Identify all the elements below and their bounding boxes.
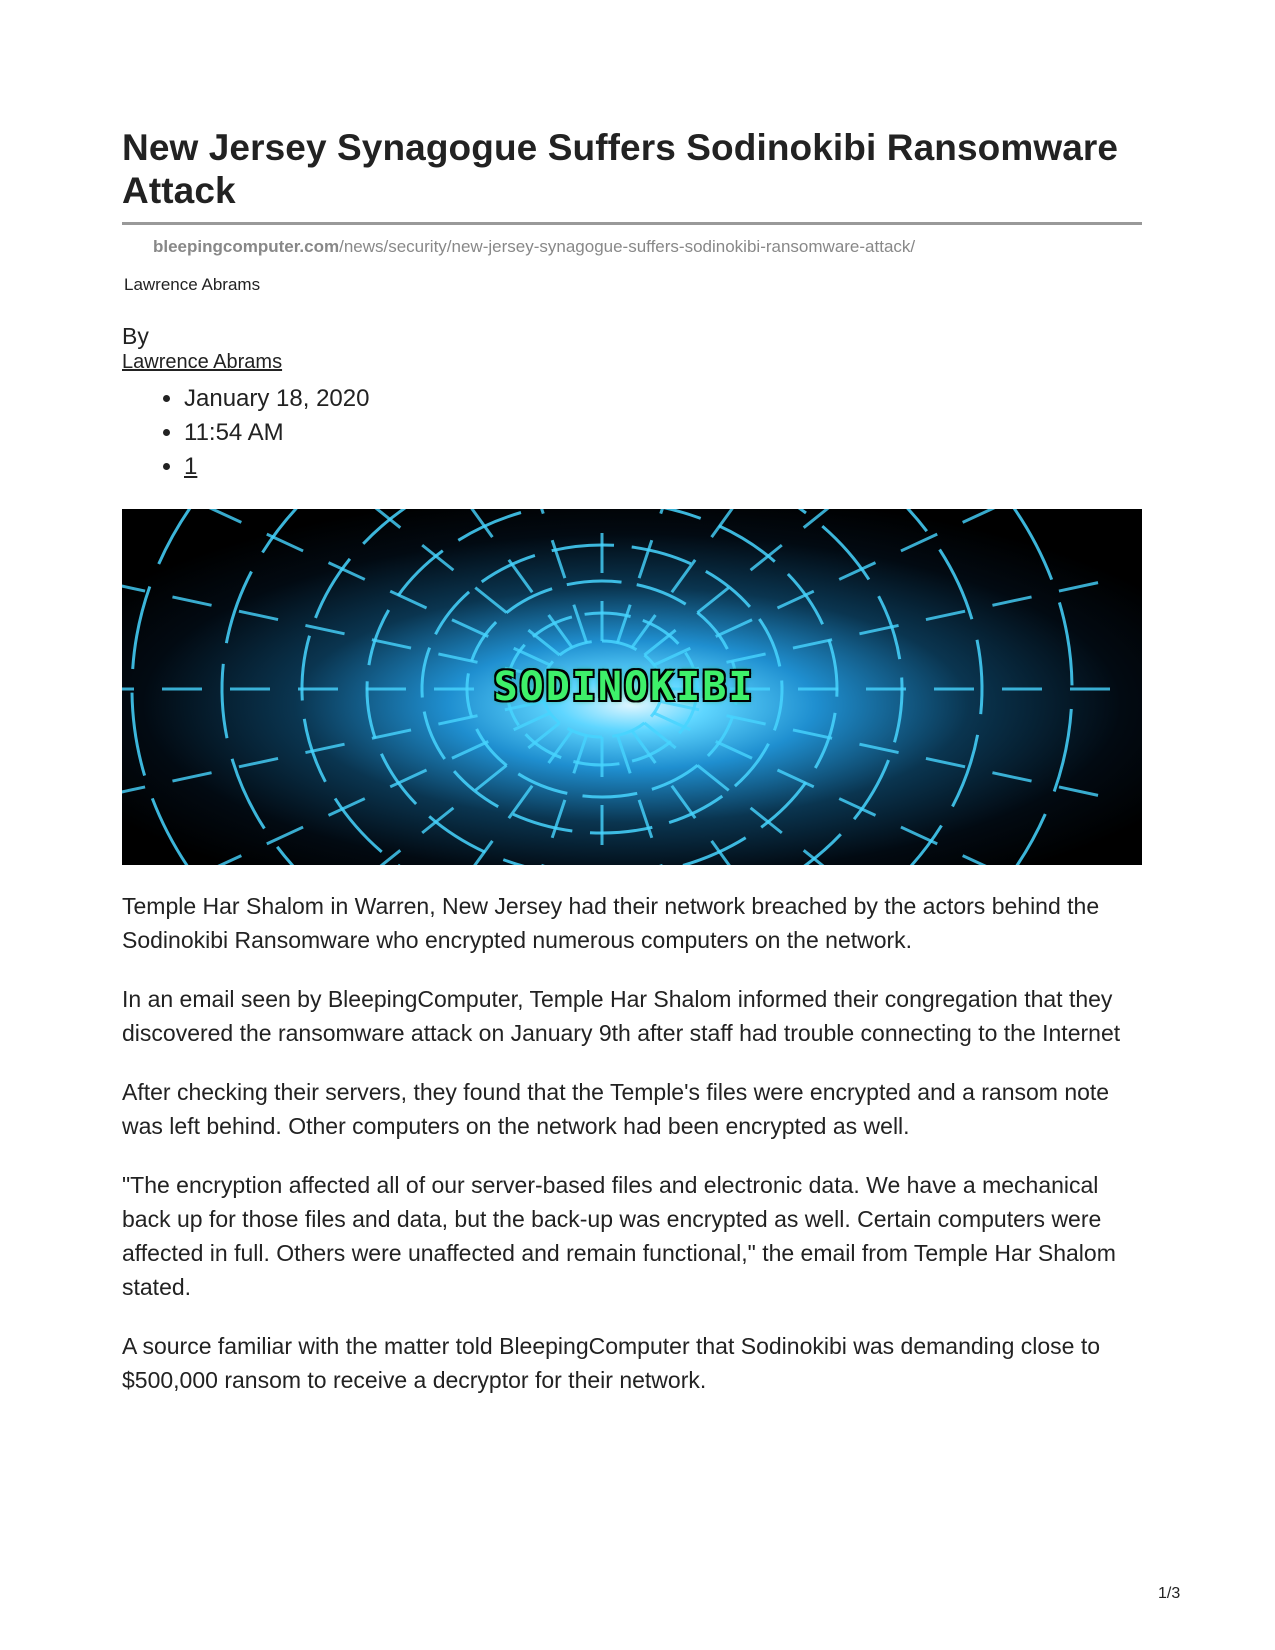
paragraph-1: Temple Har Shalom in Warren, New Jersey had their network breached by the actors behind the Sodinokibi Ransomware who encrypted numerous computers on the network.	[122, 893, 1100, 953]
author-name-header: Lawrence Abrams	[124, 275, 261, 294]
paragraph-2: In an email seen by BleepingComputer, Temple Har Shalom informed their congregation that they discovered the ransomware attack on January 9th after staff had trouble connecting to the Internet	[122, 986, 1121, 1046]
paragraph-5: A source familiar with the matter told BleepingComputer that Sodinokibi was demanding close to $500,000 ransom to receive a decryptor for their network.	[122, 1333, 1101, 1393]
publish-time: • 11:54 AM	[184, 416, 1142, 450]
title-divider	[122, 222, 1142, 225]
article-title: New Jersey Synagogue Suffers Sodinokibi Ransomware Attack	[122, 127, 1119, 211]
hero-image	[122, 509, 1142, 865]
sodinokibi-logo	[122, 509, 1142, 865]
page-number: 1/3	[1158, 1585, 1181, 1602]
article	[122, 126, 1142, 1422]
author-link[interactable]: Lawrence Abrams	[122, 351, 283, 373]
comment-count-link[interactable]: 1	[184, 453, 198, 480]
comment-count-item	[184, 450, 1142, 484]
publish-date: • January 18, 2020	[184, 382, 1142, 416]
paragraph-4: "The encryption affected all of our server-based files and electronic data. We have a mechanical back up for those files and data, but the back-up was encrypted as well. Certain computers were affected in full. Others were unaffected and remain functional," the email from Temple Har Shalom stated.	[122, 1172, 1116, 1300]
byline-label: By	[122, 323, 149, 349]
sodinokibi-logo-text: SODINOKIBI	[493, 664, 755, 710]
source-domain: bleepingcomputer.com	[153, 237, 340, 256]
article-body	[122, 889, 1142, 1397]
paragraph-3: After checking their servers, they found that the Temple's files were encrypted and a ransom note was left behind. Other computers on the network had been encrypted as well.	[122, 1079, 1110, 1139]
article-meta-list	[122, 382, 1142, 484]
source-url[interactable]	[153, 237, 1142, 257]
source-path: /news/security/new-jersey-synagogue-suffers-sodinokibi-ransomware-attack/	[339, 237, 916, 256]
